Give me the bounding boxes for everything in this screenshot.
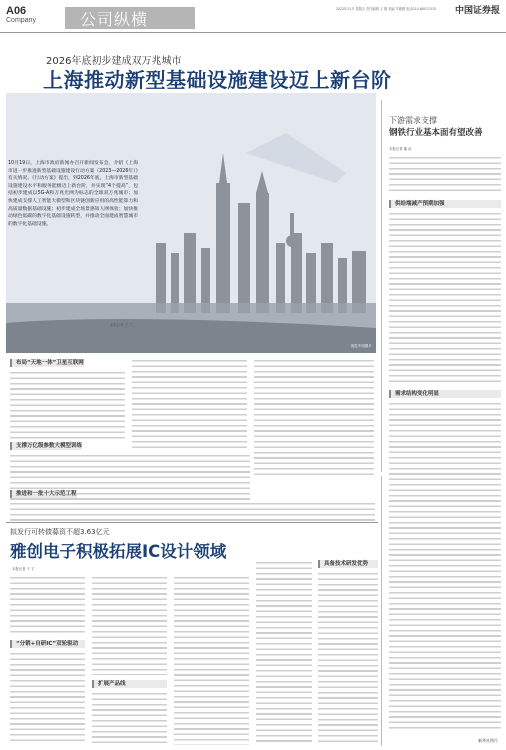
footer-tag: 新华社图片 <box>478 738 498 743</box>
text-lines <box>174 575 249 745</box>
text-lines <box>10 370 125 440</box>
lead-byline: 本报记者 王 兰 <box>110 323 133 327</box>
right-body-intro <box>389 155 501 195</box>
lower-byline: 本报记者 于 宇 <box>12 567 35 571</box>
lower-body-col-5 <box>318 571 378 745</box>
text-lines <box>10 501 375 521</box>
section-name: 公司纵横 <box>80 10 149 29</box>
lower-kicker: 拟发行可转债募资不超3.63亿元 <box>10 528 110 536</box>
lower-body-col-4 <box>256 560 312 745</box>
lower-subhead-3: 具备技术研发优势 <box>318 560 378 568</box>
lead-summary: 10月19日，上海市政府新闻办召开新闻发布会，介绍《上海市进一步推进新型基础设施建设行动方案（2023—2026年）》有关情况。《行动方案》提出，到2026年底，上海市新型基础设施建设水平和服务能级迈上新台阶，并实现“4个提高”，包括初步建成以5G-A和万兆光网为标志的全球双万兆城市；加快建成支撑人工智能大模型和区块链创新应用的高性能算力和高质量数据基础设施；初步建成全场景感知人网体验；加快推动绿色低碳的数字化基础设施转型，并推动全面建成智慧城市的数字化基础设施。 <box>8 161 138 227</box>
story-separator <box>6 522 378 523</box>
lower-subhead-2: 扩展产品线 <box>92 680 167 688</box>
section-english-name: Company <box>6 17 36 24</box>
text-lines <box>10 651 85 745</box>
right-subhead-2: 需求结构变化明显 <box>389 390 501 398</box>
right-body-section-2 <box>389 401 501 731</box>
lower-body-col-2a <box>92 575 167 675</box>
right-subhead-1: 供给端减产预期加强 <box>389 200 501 208</box>
right-body-section-1 <box>389 211 501 386</box>
page-meta: 2022年12月 星期五 责任编辑 王 刚 美编 毕媛媛 电话010-68071515 <box>335 7 436 11</box>
right-headline: 钢铁行业基本面有望改善 <box>389 128 483 138</box>
text-lines <box>92 575 167 675</box>
text-lines <box>132 358 247 448</box>
text-lines <box>254 358 374 478</box>
lead-kicker: 2026年底初步建成双万兆城市 <box>46 56 182 67</box>
lower-subhead-1: “分销+自研IC”双轮驱动 <box>10 640 85 648</box>
column-rule-lower <box>381 476 382 746</box>
text-lines <box>256 560 312 745</box>
lead-body-col-2 <box>132 358 247 448</box>
photo-credit: 视觉中国图片 <box>350 344 372 348</box>
text-lines <box>92 691 167 745</box>
header-rule <box>0 32 506 33</box>
lower-body-col-1a <box>10 575 85 635</box>
lead-body-col-3 <box>254 358 374 478</box>
text-lines <box>389 401 501 731</box>
page-header <box>0 0 506 40</box>
section-code: A06 <box>6 5 27 17</box>
text-lines <box>318 571 378 745</box>
lower-headline: 雅创电子积极拓展IC设计领域 <box>10 542 227 561</box>
lead-subhead-3: 推进和一批十大示范工程 <box>10 490 77 498</box>
lead-subhead-2: 支撑万亿级参数大模型训练 <box>10 442 82 450</box>
column-rule <box>381 100 382 472</box>
lead-subhead-1: 布局“天地一体”卫星互联网 <box>10 359 84 367</box>
newspaper-masthead: 中国证券报 <box>454 6 500 16</box>
text-lines <box>389 211 501 386</box>
right-byline: 本报记者 董 添 <box>389 147 412 151</box>
text-lines <box>389 155 501 195</box>
lower-body-col-2b <box>92 691 167 745</box>
text-lines <box>10 575 85 635</box>
lead-body-col-1 <box>10 370 125 440</box>
lead-headline: 上海推动新型基础设施建设迈上新台阶 <box>43 68 392 92</box>
lower-body-col-3 <box>174 575 249 745</box>
right-kicker: 下游需求支撑 <box>389 116 437 125</box>
lower-body-col-1b <box>10 651 85 745</box>
lead-body-section-3 <box>10 501 375 521</box>
